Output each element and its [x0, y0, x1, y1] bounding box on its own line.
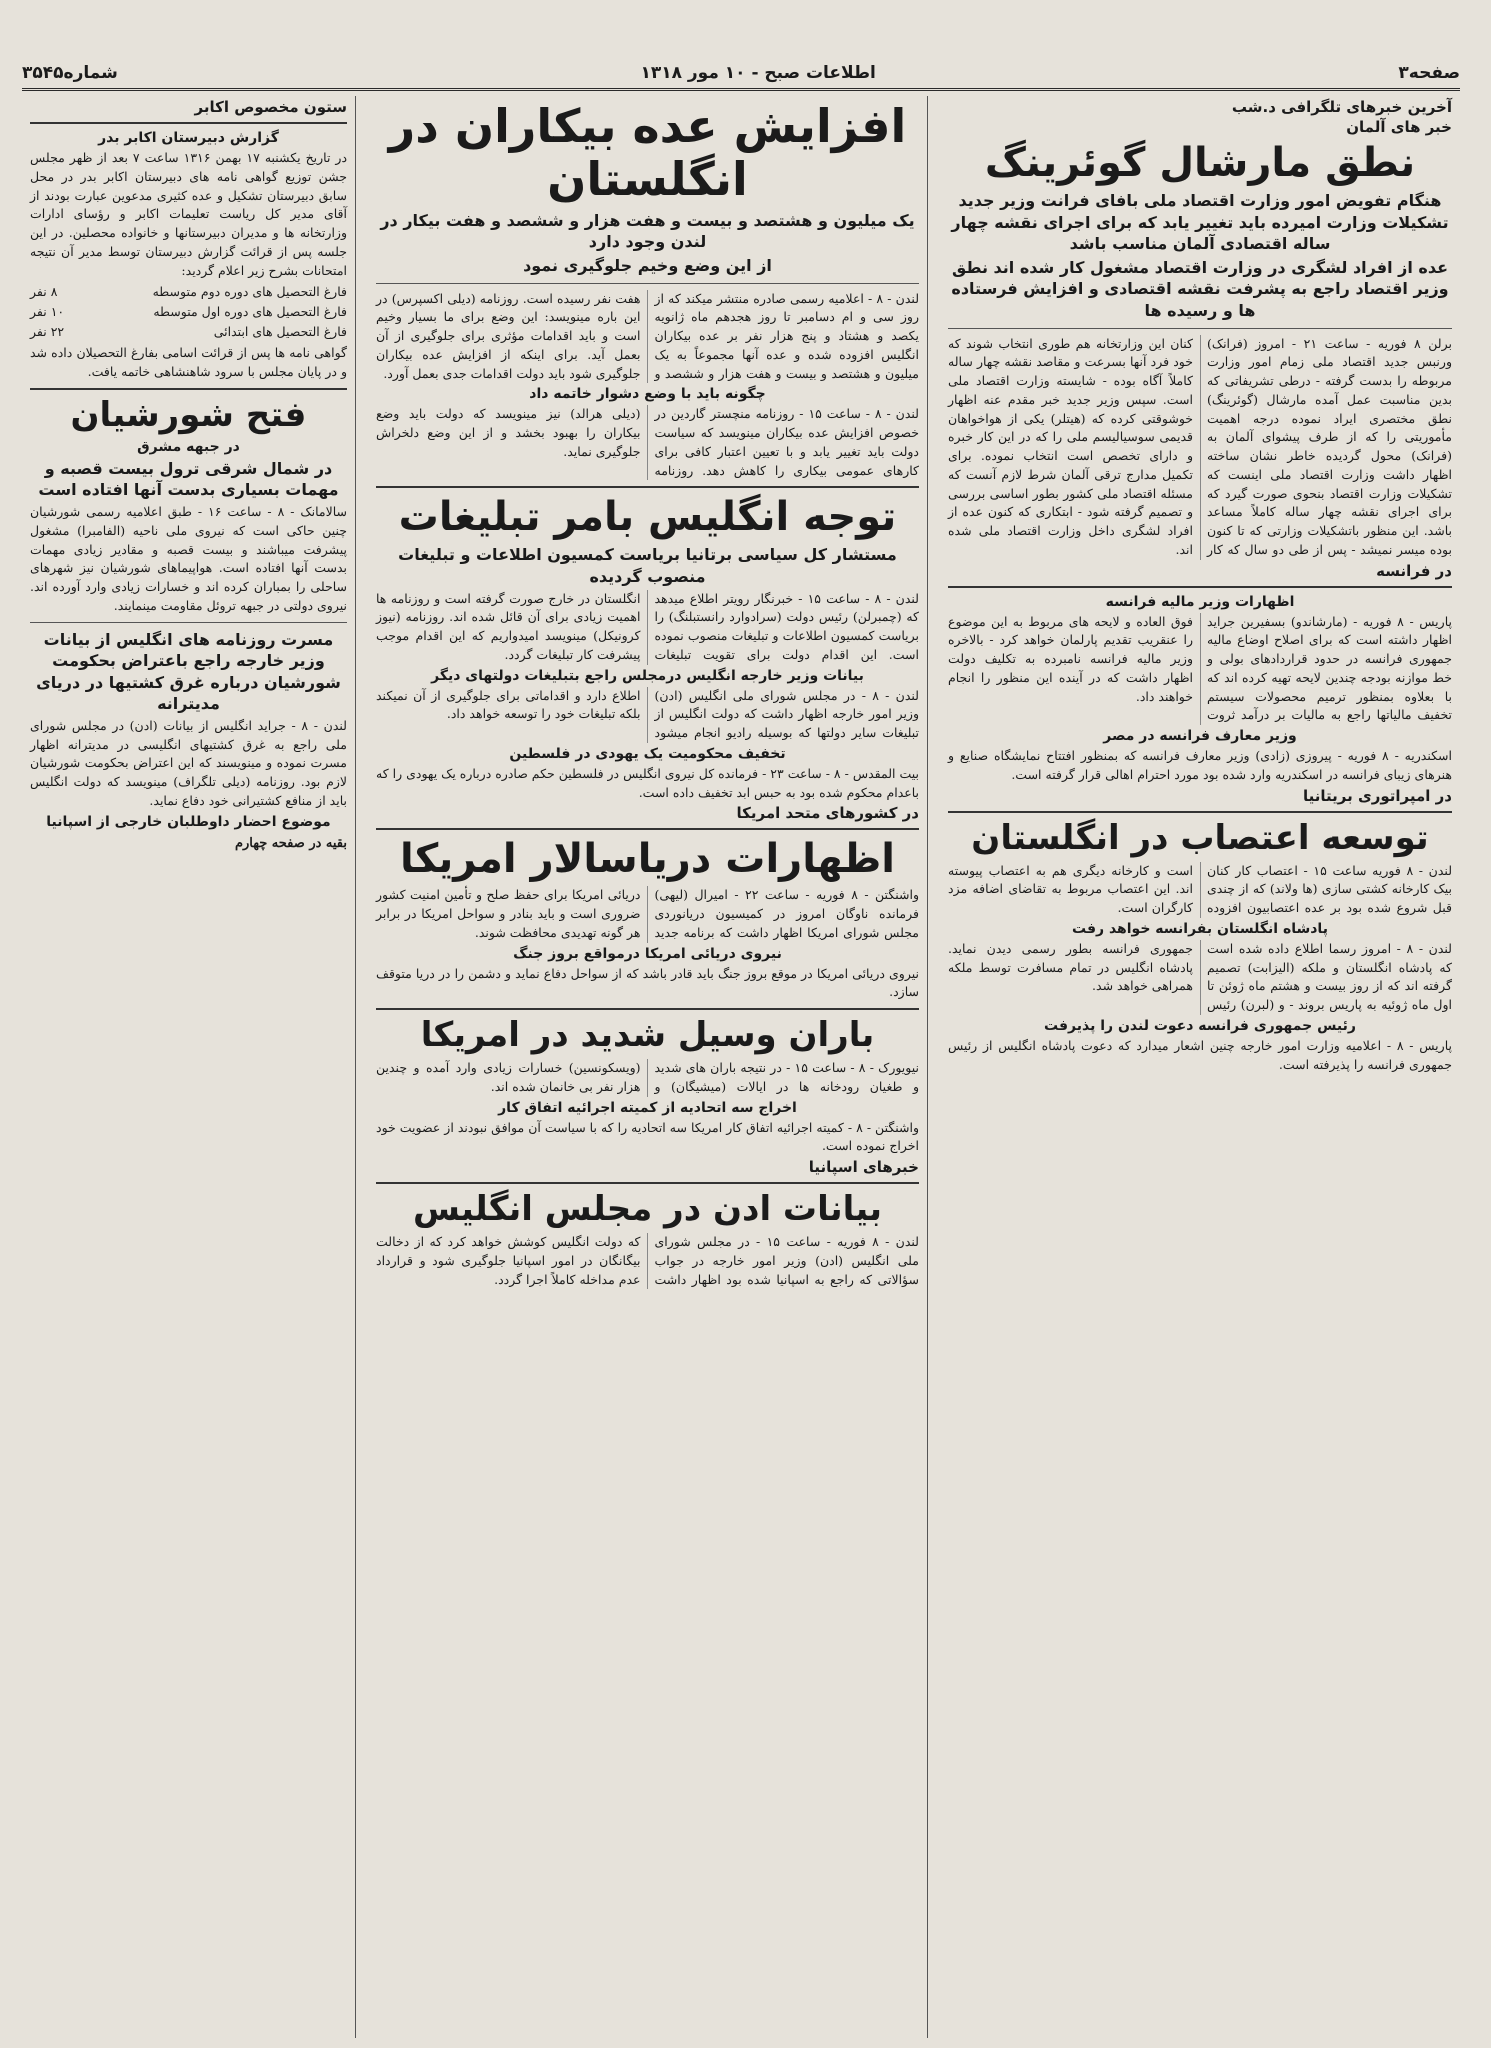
headline-eden-propaganda: بیانات وزیر خارجه انگلیس درمجلس راجع بتبلیغات دولتهای دیگر [431, 667, 864, 684]
headline-unemployment: افزایش عده بیکاران در انگلستان [388, 99, 907, 206]
article-strike-body: لندن - ۸ فوریه ساعت ۱۵ - اعتصاب کار کنان بیک کارخانه کشتی سازی (ها ولاند) که از چندی قبل شروع شده بود بر عده اعتصابیون افزوده است و کارخانه دیگری هم به اعتصاب پیوسته اند. این اعتصاب مربوط به تقاضای اضافه مزد کارگران است. [948, 862, 1452, 916]
section-usa: در کشورهای متحد امریکا [736, 804, 919, 823]
headline-flood: باران وسیل شدید در امریکا [420, 1015, 875, 1055]
subtitle2-unemployment: از این وضع وخیم جلوگیری نمود [523, 255, 772, 275]
article-propaganda-body: لندن - ۸ - ساعت ۱۵ - خبرنگار رویتر اطلاع میدهد که (چمبرلن) رئیس دولت (سرادوارد رانستبلنگ) را بریاست کمسیون اطلاعات و تبلیغات منصوب نموده است. این اقدام دولت برای تقویت تبلیغات انگلستان در خارج صورت گرفته است و روزنامه ها اهمیت زیادی برای آن قائل شده اند. روزنامه (نیوز کرونیکل) مینویسد امیدواریم که این اقدام موجب پیشرفت کار تبلیغات گردد. [376, 590, 919, 662]
subtitle-goering: هنگام تفویض امور وزارت اقتصاد ملی بافای فرانت وزیر جدید تشکیلات وزارت امیرده باید تغییر یابد که برای اجرای نقشه چهار ساله اقتصادی آلمان مناسب باشد [951, 191, 1449, 254]
article-rebels-body: سالامانک - ۸ - ساعت ۱۶ - طبق اعلامیه رسمی شورشیان چنین حاکی است که نیروی ملی ناحیه (الفامبرا) مشغول پیشرفت میباشند و بیست قصبه و مقادیر زیادی مهمات بدست آنها افتاده است. هواپیماهای شورشیان نیز شهرهای ساحلی را بمباران کرده اند و خسارات زیادی وارد آورده اند. نیروی دولتی در جبهه تروئل مقاومت مینمایند. [30, 504, 347, 613]
headline-palestine: تخفیف محکومیت یک یهودی در فلسطین [509, 745, 786, 762]
headline-education-minister: وزیر معارف فرانسه در مصر [1103, 728, 1297, 745]
subtitle-rebels: در شمال شرقی ترول بیست قصبه و مهمات بسیاری بدست آنها افتاده است [38, 458, 339, 500]
article-eden-parliament-body: لندن - ۸ فوریه - ساعت ۱۵ - در مجلس شورای ملی انگلیس (ادن) وزیر امور خارجه در جواب سؤالاتی که راجع به اسپانیا شده بود اظهار داشت که دولت انگلیس کوشش خواهد کرد که از دخالت بیگانگان در امور اسپانیا جلوگیری شود و قرارداد عدم مداخله کاملاً اجرا گردد. [376, 1234, 919, 1287]
article-goering-body: برلن ۸ فوریه - ساعت ۲۱ - امروز (فرانک) ورنبس جدید اقتصاد ملی زمام امور وزارت مربوطه را بدست گرفته - درطی تشریفاتی که بدین مناسبت عمل آمده مارشال (گوئرینگ) نطق مختصری ایراد نموده درجه اهمیت مأموریتی را که از طرف پیشوای آلمان به (فرانک) محول گردیده خاطر نشان ساخته اظهار داشت وزارت اقتصاد ملی اینست که تشکیلات وزارت اقتصاد بنحوی صورت گیرد که برای اجرای نقشه چهار ساله کاملاً مساعد باشد. این منظور باتشکیلات وزارتی که تا کنون بوده میسر نمیشد - پس از طی دو سال که کار کنان این وزارتخانه هم طوری انتخاب شوند که خود فرد آنها بسرعت و مقاصد نقشه چهار ساله کاملاً آگاه بوده - شایسته وزارت اقتصاد ملی است. سپس وزیر جدید خبر مقدم عنه اظهار خوشوقتی کرده که (هیتلر) یکی از هواخواهان قدیمی سوسیالیسم ملی را که در این کار خبره و دارای تخصص است انتخاب نموده. برای تکمیل مدارج ترقی آلمان شرط لازم آنست که مسئله اقتصاد ملی کشور بطور اساسی بررسی و تصمیم گرفته شود - ابتکاری که کنون عده از افراد لشگری داخل وزارت اقتصاد ملی شده اند. [948, 335, 1452, 557]
article-school-tail: گواهی نامه ها پس از قرائت اسامی بفارغ التحصیلان داده شد و در پایان مجلس با سرود شاهنشاهی خاتمه یافت. [30, 345, 347, 379]
article-king-body: لندن - ۸ - امروز رسما اطلاع داده شده است که پادشاه انگلستان و ملکه (الیزابت) تصمیم گرفته اند که از روز بیست و هشتم ماه ژوئن تا اول ماه ژوئیه به پاریس بروند - و (لبرن) رئیس جمهوری فرانسه بطور رسمی دیدن نماید. پادشاه انگلیس در تمام مسافرت توسط ملکه همراهی خواهد شد. [948, 940, 1452, 1013]
subtitle-unemployment: یک میلیون و هشتصد و بیست و هفت هزار و ششصد و هفت بیکار در لندن وجود دارد [380, 210, 915, 252]
headline-eden-parliament: بیانات ادن در مجلس انگلیس [412, 1189, 883, 1230]
article-education-body: اسکندریه - ۸ فوریه - پیروزی (زادی) وزیر معارف فرانسه که بمنظور افتتاح نمایشگاه صنایع و هنرهای زیبای فرانسه در اسکندریه وارد شده بود مورد احترام اهالی قرار گرفته است. [948, 748, 1452, 782]
list-item: فارغ التحصیل های ابتدائی ۲۲ نفر [30, 324, 347, 340]
continued-note: بقیه در صفحه چهارم [234, 835, 347, 851]
headline-rebels: فتح شورشیان [70, 394, 307, 435]
article-president-body: پاریس - ۸ - اعلامیه وزارت امور خارجه چنین اشعار میدارد که دعوت پادشاه انگلیس از رئیس جمهوری فرانسه را پذیرفته است. [948, 1037, 1452, 1072]
article-finance-body: پاریس - ۸ فوریه - (مارشاندو) بسفیرین جراید اظهار داشته است که برای اصلاح اوضاع مالیه جمهوری فرانسه در حدود قراردادهای بولی و خط موازنه بودجه چندین لایحه تهیه کرده اند که با بعلاوه بمنظور ترمیم محصولات سیستم تخفیف مالیاتها راجع به مالیات بر درآمد ثروت فوق العاده و لایحه های مربوط به این موضوع را عنقریب تقدیم پارلمان خواهد کرد - بالاخره وزیر مالیه فرانسه نامبرده به تکلیف دولت اظهار داشت که در آینده این منظور را انجام خواهند داد. [948, 613, 1452, 723]
section-france: در فرانسه [1376, 561, 1452, 580]
article-unions-body: واشنگتن - ۸ - کمیته اجرائیه اتفاق کار امریکا سه اتحادیه را که با سیاست آن موافق نبودند از عضویت خود اخراج نموده است. [376, 1119, 919, 1154]
section-spain: خبرهای اسپانیا [808, 1158, 919, 1177]
headline-goering: نطق مارشال گوئرینگ [984, 140, 1416, 186]
headline-school-report: گزارش دبیرستان اکابر بدر [98, 130, 279, 146]
subtitle2-goering: عده از افراد لشگری در وزارت اقتصاد مشغول کار شده اند نطق وزیر اقتصاد راجع به پشرفت نقشه اقتصادی و افزایش فرستاده ها و رسیده ها [951, 257, 1449, 320]
headline-volunteers: موضوع احضار داوطلبان خارجی از اسپانیا [46, 813, 331, 830]
column-right [940, 96, 1460, 2038]
section-empire: در امپراتوری بریتانیا [1303, 786, 1452, 805]
article-admiral-body: واشنگتن - ۸ فوریه - ساعت ۲۲ - امیرال (لیهی) فرمانده ناوگان امروز در کمیسیون دریانوردی مجلس شورای امریکا اظهار داشت که برنامه جدید دریائی امریکا برای حفظ صلح و تأمین امنیت کشور ضروری است و باید بنادر و سواحل امریکا در برابر هر گونه تهدیدی محافظت شوند. [376, 887, 919, 940]
issue-label: شماره۳۵۴۵ [22, 63, 118, 83]
date-line: اطلاعات صبح - ۱۰ مور ۱۳۱۸ [640, 63, 876, 83]
subtitle-propaganda: مستشار کل سیاسی برتانیا بریاست کمسیون اطلاعات و تبلیغات منصوب گردیده [398, 545, 897, 586]
headline-press-joy: مسرت روزنامه های انگلیس از بیانات وزیر خارجه راجع باعتراض بحکومت شورشیان درباره غرق کشتیها در دریای مدیترانه [36, 629, 341, 714]
column-middle [368, 96, 928, 2038]
headline-navy: نیروی دریائی امریکا درمواقع بروز جنگ [513, 945, 782, 962]
page-label: صفحه۳ [1398, 63, 1460, 83]
headline-president-invite: رئیس جمهوری فرانسه دعوت لندن را پذیرفت [1044, 1017, 1356, 1034]
article-school-body: در تاریخ یکشنبه ۱۷ بهمن ۱۳۱۶ ساعت ۷ بعد از ظهر مجلس جشن توزیع گواهی نامه های دبیرستان اکابر بدر در محل سابق دبیرستان تشکیل و عده کثیری مدعوین عبارت بودند از آقای مدیر کل ریاست تعلیمات اکابر و رؤسای ادارات وزارتخانه ها و مدیران دبیرستانها و خانواده محصلین. در این جلسه پس از قرائت گزارش دبیرستان توسط مدیر آن نتیجه امتحانات بشرح زیر اعلام گردید: [30, 150, 348, 278]
article-navy-body: نیروی دریائی امریکا در موقع بروز جنگ باید قادر باشد که از سواحل دفاع نماید و دشمن را در دریا متوقف سازد. [376, 965, 919, 1000]
article-end-crisis-body: لندن - ۸ - ساعت ۱۵ - روزنامه منچستر گاردین در خصوص افزایش عده بیکاران مینویسد که سیاست دولت باید تغییر یابد و با تعیین اعتبار کافی برای کارهای عمومی بیکاری را کاهش دهد. روزنامه (دیلی هرالد) نیز مینویسد که دولت باید وضع بیکاران را بهبود بخشد و از این وضع دلخراش جلوگیری نماید. [376, 406, 919, 478]
article-unemployment-body: لندن - ۸ - اعلامیه رسمی صادره منتشر میکند که از روز سی و ام دسامبر تا روز هجدهم ماه ژانویه یکصد و هشتاد و پنج هزار نفر بر عده بیکاران انگلیس افزوده شده و عده آنها مجموعاً به یک میلیون و هشتصد و بیست و هفت هزار و ششصد و هفت نفر رسیده است. روزنامه (دیلی اکسپرس) در این باره مینویسد: این وضع برای ما بسیار وخیم است و باید اقدامات مؤثری برای جلوگیری از آن بعمل آید. برای اینکه از افزایش عده بیکاران جلوگیری شود باید دولت اقدامات جدی بعمل آورد. [376, 290, 919, 381]
newspaper-page [22, 60, 1460, 2038]
list-item: فارغ التحصیل های دوره دوم متوسطه ۸ نفر [30, 284, 347, 300]
headline-king-paris: پادشاه انگلستان بفرانسه خواهد رفت [1072, 920, 1328, 937]
headline-finance-minister: اظهارات وزیر مالیه فرانسه [1105, 593, 1295, 610]
headline-unions: اخراج سه اتحادیه از کمیته اجرائیه اتفاق کار [498, 1099, 797, 1116]
kicker-east-front: در جبهه مشرق [137, 438, 240, 455]
article-eden-propaganda-body: لندن - ۸ - در مجلس شورای ملی انگلیس (ادن) وزیر امور خارجه اظهار داشت که دولت انگلیس از تبلیغات سایر دولتها که بوسیله رادیو انجام میشود اطلاع دارد و اقداماتی برای جلوگیری از آن نمیکند بلکه تبلیغات خود را توسعه خواهد داد. [376, 687, 919, 740]
headline-admiral: اظهارات دریاسالار امریکا [399, 836, 896, 883]
headline-propaganda: توجه انگلیس بامر تبلیغات [398, 494, 897, 541]
list-item: فارغ التحصیل های دوره اول متوسطه ۱۰ نفر [30, 304, 347, 320]
section-adult-school: ستون مخصوص اکابر [194, 98, 347, 116]
section-top: آخرین خبرهای تلگرافی د.شب [1231, 98, 1452, 116]
article-press-joy-body: لندن - ۸ - جراید انگلیس از بیانات (ادن) در مجلس شورای ملی راجع به غرق کشتیهای انگلیسی در مدیترانه اظهار مسرت نموده و مینویسند که این اعتراض بحکومت شورشیان لازم بود. روزنامه (دیلی تلگراف) مینویسد که دولت انگلیس باید از منافع کشتیرانی خود دفاع نماید. [30, 717, 347, 808]
section-sub: خبر های آلمان [1346, 118, 1452, 136]
headline-strike: توسعه اعتصاب در انگلستان [971, 817, 1429, 858]
column-left [22, 96, 356, 2038]
graduates-list [30, 282, 347, 342]
article-palestine-body: بیت المقدس - ۸ - ساعت ۲۳ - فرمانده کل نیروی انگلیس در فلسطین حکم صادره درباره یک یهودی را که باعدام محکوم شده بود به حبس ابد تخفیف داده است. [376, 765, 919, 800]
headline-end-crisis: چگونه باید با وضع دشوار خاتمه داد [529, 386, 766, 403]
article-flood-body: نیویورک - ۸ - ساعت ۱۵ - در نتیجه باران های شدید و طغیان رودخانه ها در ایالات (میشیگان) و (ویسکونسین) خسارات زیادی وارد آمده و چندین هزار نفر بی خانمان شده اند. [376, 1060, 919, 1094]
